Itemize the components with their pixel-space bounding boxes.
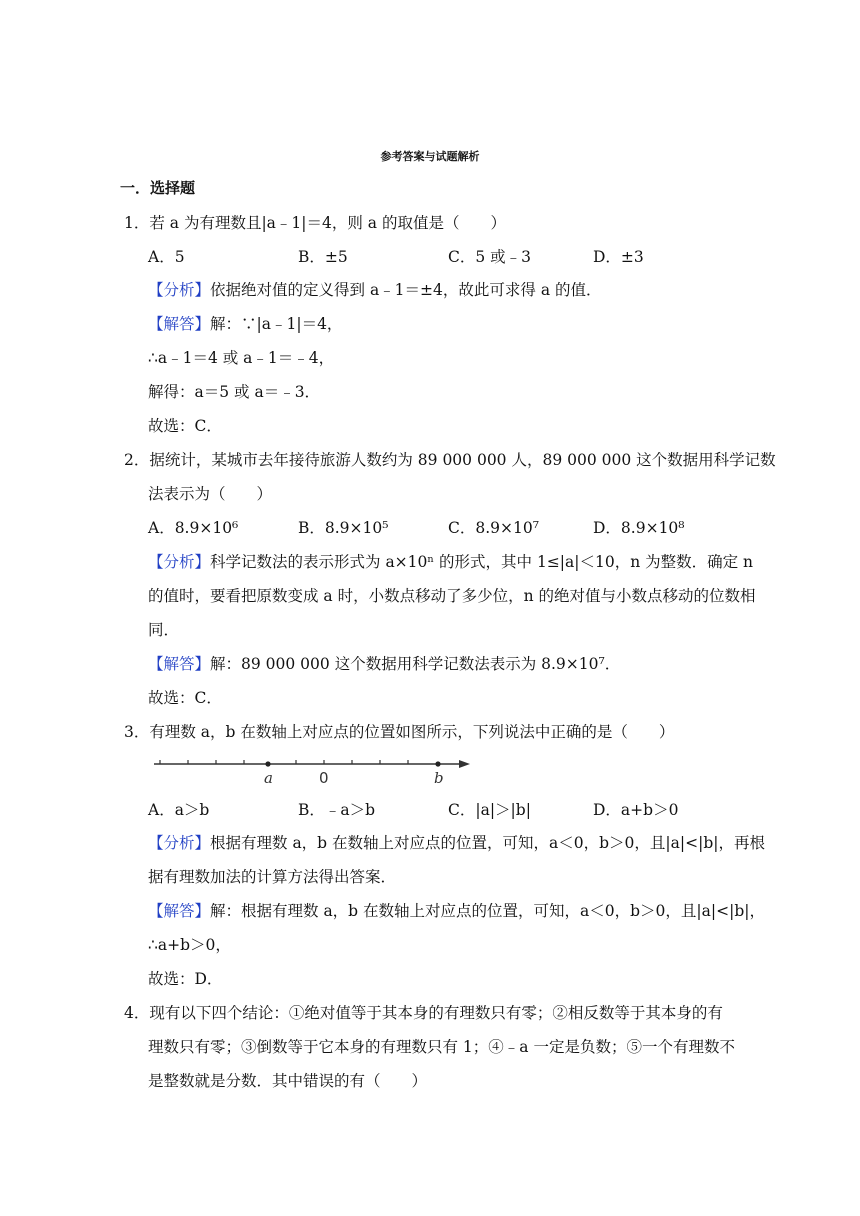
q1-option-a: A．5 [148,248,185,266]
q1-answer [148,314,342,334]
q1-step1: ∴a﹣1＝4 或 a﹣1＝﹣4， [148,349,335,367]
answer-tag: 【解答】 [148,315,211,333]
q4-stem-line3: 是整数就是分数．其中错误的有（ ） [148,1072,428,1090]
q4-stem-line1: 4．现有以下四个结论：①绝对值等于其本身的有理数只有零；②相反数等于其本身的有 [124,1004,723,1022]
q3-analysis [148,833,765,853]
label-zero: 0 [319,769,329,786]
q3-step1: ∴a+b＞0， [148,936,231,954]
q3-analysis-text: 根据有理数 a，b 在数轴上对应点的位置，可知，a＜0，b＞0，且|a|<|b|，再根 [210,834,765,852]
point-a [265,761,270,766]
number-line-figure [152,752,474,786]
q1-option-b: B．±5 [298,248,348,266]
analysis-tag: 【分析】 [148,281,211,299]
q3-option-a: A．a＞b [148,801,210,819]
q2-stem-line1: 2．据统计，某城市去年接待旅游人数约为 89 000 000 人，89 000 000 这个数据用科学记数 [124,451,776,469]
q1-option-d: D．±3 [593,248,644,266]
q2-stem-line2: 法表示为（ ） [148,485,273,503]
arrow-head-icon [459,760,470,768]
q1-option-c: C．5 或﹣3 [448,248,532,266]
q4-stem-line2: 理数只有零；③倒数等于它本身的有理数只有 1；④﹣a 一定是负数；⑤一个有理数不 [148,1038,735,1056]
q2-option-d: D．8.9×10⁸ [593,519,685,537]
q1-stem: 1．若 a 为有理数且|a﹣1|＝4，则 a 的取值是（ ） [124,214,506,232]
q2-analysis-line2: 的值时，要看把原数变成 a 时，小数点移动了多少位，n 的绝对值与小数点移动的位数相 [148,587,756,605]
q2-choice: 故选：C． [148,689,222,707]
section-heading: 一．选择题 [120,179,196,197]
q3-choice: 故选：D． [148,970,223,988]
q2-answer [148,654,620,674]
q2-option-b: B．8.9×10⁵ [298,519,389,537]
q3-stem: 3．有理数 a，b 在数轴上对应点的位置如图所示，下列说法中正确的是（ ） [124,723,675,741]
q1-choice: 故选：C． [148,417,222,435]
point-b [435,761,440,766]
analysis-tag: 【分析】 [148,553,211,571]
q1-answer-text: 解：∵|a﹣1|＝4， [210,315,343,333]
q2-option-c: C．8.9×10⁷ [448,519,539,537]
q3-option-b: B．﹣a＞b [298,801,376,819]
q3-option-d: D．a+b＞0 [593,801,679,819]
q2-analysis [148,552,753,572]
q3-answer-text: 解：根据有理数 a，b 在数轴上对应点的位置，可知，a＜0，b＞0，且|a|<|b|， [210,902,765,920]
q2-analysis-text: 科学记数法的表示形式为 a×10ⁿ 的形式，其中 1≤|a|＜10，n 为整数．确定 n [210,553,754,571]
q3-answer [148,901,765,921]
q1-step2: 解得：a＝5 或 a＝﹣3． [148,383,321,401]
label-a: a [264,769,273,786]
q3-analysis-line2: 据有理数加法的计算方法得出答案． [148,868,397,886]
answer-tag: 【解答】 [148,902,211,920]
q3-option-c: C．|a|＞|b| [448,801,531,819]
analysis-tag: 【分析】 [148,834,211,852]
q2-answer-text: 解：89 000 000 这个数据用科学记数法表示为 8.9×10⁷． [210,655,621,673]
q1-analysis-text: 依据绝对值的定义得到 a﹣1＝±4，故此可求得 a 的值． [210,281,602,299]
q2-option-a: A．8.9×10⁶ [148,519,239,537]
page-title: 参考答案与试题解析 [380,150,480,163]
label-b: b [434,769,444,786]
q2-analysis-line3: 同． [148,621,180,639]
answer-tag: 【解答】 [148,655,211,673]
q1-analysis [148,280,602,300]
